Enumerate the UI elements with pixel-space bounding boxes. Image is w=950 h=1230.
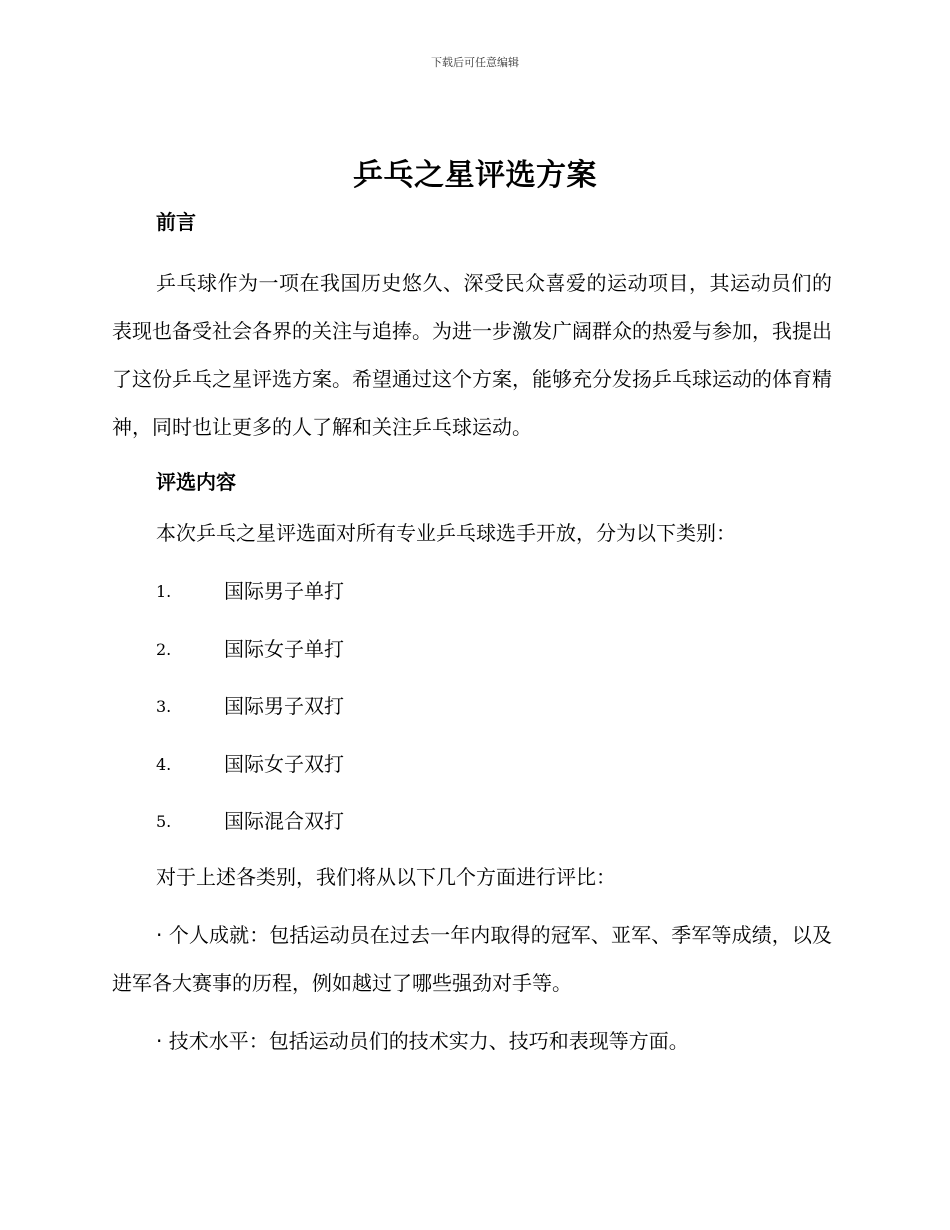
criteria-intro-paragraph: 对于上述各类别，我们将从以下几个方面进行评比： bbox=[156, 864, 616, 889]
list-number: 1. bbox=[156, 582, 172, 601]
list-label: 国际男子单打 bbox=[224, 579, 344, 603]
list-label: 国际女子双打 bbox=[224, 751, 344, 776]
page-header: 下载后可任意编辑 bbox=[431, 56, 519, 69]
criteria-item-achievement: · 个人成就：包括运动员在过去一年内取得的冠军、亚军、季军等成绩，以及进军各大赛事的历程，例如越过了哪些强劲对手等。 bbox=[112, 922, 832, 995]
preface-paragraph: 乒乓球作为一项在我国历史悠久、深受民众喜爱的运动项目，其运动员们的表现也备受社会各界的关注与追捧。为进一步激发广阔群众的热爱与参加，我提出了这份乒乓之星评选方案。希望通过这个方案，能够充分发扬乒乓球运动的体育精神，同时也让更多的人了解和关注乒乓球运动。 bbox=[112, 271, 832, 439]
criteria-item-skill: · 技术水平：包括运动员们的技术实力、技巧和表现等方面。 bbox=[156, 1028, 689, 1053]
category-list-item bbox=[112, 736, 832, 794]
list-label: 国际混合双打 bbox=[224, 809, 344, 833]
category-list-item bbox=[112, 678, 832, 736]
section-heading-preface: 前言 bbox=[156, 210, 196, 234]
list-number: 4. bbox=[156, 754, 172, 774]
document-title: 乒乓之星评选方案 bbox=[353, 158, 597, 193]
list-number: 2. bbox=[156, 639, 172, 659]
content-intro-paragraph: 本次乒乓之星评选面对所有专业乒乓球选手开放，分为以下类别： bbox=[156, 521, 736, 545]
section-heading-content: 评选内容 bbox=[156, 470, 236, 494]
list-number: 5. bbox=[156, 812, 172, 831]
category-list-item bbox=[112, 621, 832, 679]
list-label: 国际男子双打 bbox=[224, 694, 344, 718]
list-label: 国际女子单打 bbox=[224, 636, 344, 661]
category-list-item bbox=[112, 793, 832, 851]
document-body bbox=[112, 205, 832, 1065]
category-list-item bbox=[112, 563, 832, 621]
list-number: 3. bbox=[156, 697, 172, 716]
